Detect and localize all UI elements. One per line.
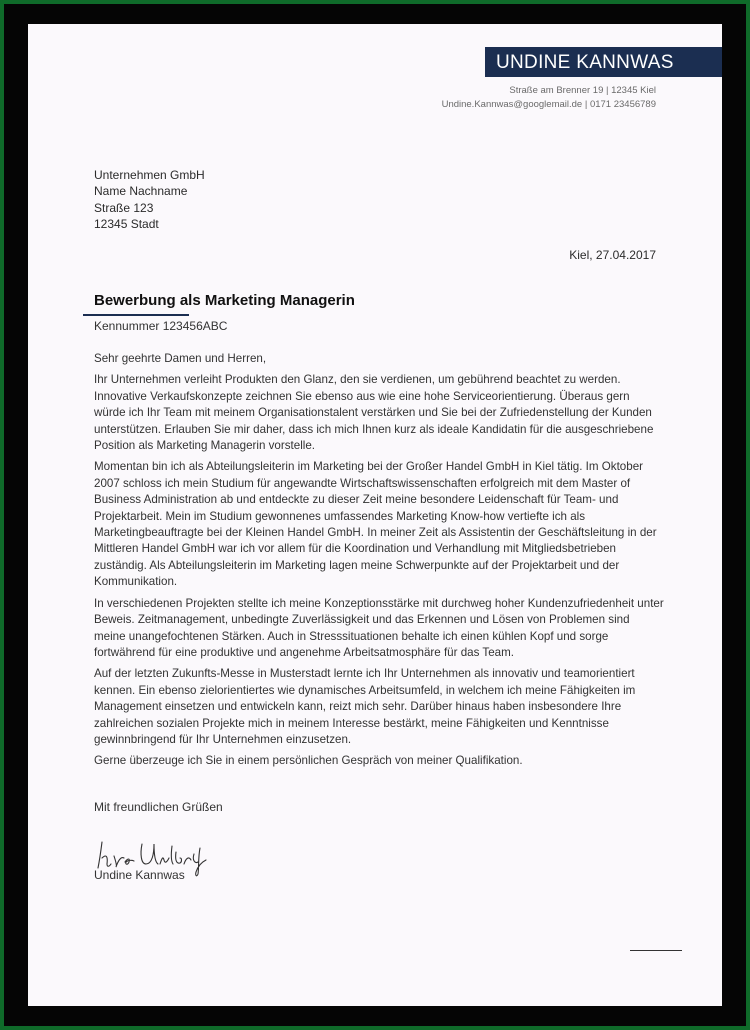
signer-name: Undine Kannwas [94,868,185,882]
recipient-company: Unternehmen GmbH [94,168,205,182]
applicant-name: UNDINE KANNWAS [496,52,674,73]
reference-number: Kennummer 123456ABC [94,319,228,333]
letter-subject: Bewerbung als Marketing Managerin [94,292,355,309]
closing: Mit freundlichen Grüßen [94,800,223,814]
contact-email-phone: Undine.Kannwas@googlemail.de | 0171 23456789 [441,99,656,110]
letter-body [94,351,664,775]
paragraph: Momentan bin ich als Abteilungsleiterin im Marketing bei der Großer Handel GmbH in Kiel tätig. Im Oktober 2007 schloss ich mein Studium für angewandte Wirtschaftswissenschaften erfolgreich mit dem Master of Business Administration ab und entdeckte zu dieser Zeit meine besondere Leidenschaft für Team- und Projektarbeit. Mein im Studium gewonnenes umfassendes Marketing Know-how vertiefte ich als Marketingbeauftragte bei der Kleinen Handel GmbH. In meiner Zeit als Assistentin der Geschäftsleitung in der Mittleren Handel GmbH war ich vor allem für die Koordination und Verhandlung mit Mitgliedsbetrieben zuständig. Als Abteilungsleiterin im Marketing lagen meine Schwerpunkte auf der Projektarbeit und der Kommunikation. [94,460,657,589]
paragraph: Gerne überzeuge ich Sie in einem persönlichen Gespräch von meiner Qualifikation. [94,754,523,768]
recipient-city: 12345 Stadt [94,217,159,231]
paragraph: Auf der letzten Zukunfts-Messe in Musterstadt lernte ich Ihr Unternehmen als innovativ und teamorientiert kennen. Ein ebenso zielorientiertes wie dynamisches Arbeitsumfeld, in welchem ich meine Fähigkeiten im Management einsetzen und entwickeln kann, reizt mich sehr. Darüber hinaus haben insbesondere Ihre zahlreichen sozialen Projekte mich in meinem Interesse bestärkt, meine Fähigkeiten und Kenntnisse gewinnbringend für Ihr Unternehmen einzusetzen. [94,667,636,746]
letter-date: Kiel, 27.04.2017 [569,248,656,262]
paragraph: Ihr Unternehmen verleiht Produkten den Glanz, den sie verdienen, um gebührend beachtet zu werden. Innovative Verkaufskonzepte zeichnen Sie ebenso aus wie eine hohe Serviceorientierung. Überaus gern würde ich Ihr Team mit meinem Organisationstalent verstärken und Sie bei der Zufriedenstellung der Kunden unterstützen. Erlauben Sie mir daher, dass ich mich Ihnen kurz als ideale Kandidatin für die ausgeschriebene Position als Marketing Managerin vorstelle. [94,373,654,453]
recipient-street: Straße 123 [94,201,154,215]
subject-underline [83,314,189,316]
paragraph: In verschiedenen Projekten stellte ich meine Konzeptionsstärke mit durchweg hoher Kundenzufriedenheit unter Beweis. Zeitmanagement, unbedingte Zuverlässigkeit und das Erkennen und Lösen von Problemen sind meine unangefochtenen Stärken. Auch in Stresssituationen behalte ich einen kühlen Kopf und sorge fortwährend für eine produktive und angenehme Arbeitsatmosphäre für das Team. [94,596,664,659]
letter-page [28,24,722,1006]
footer-rule [630,950,682,951]
salutation: Sehr geehrte Damen und Herren, [94,352,267,365]
name-banner [485,47,722,77]
recipient-person: Name Nachname [94,184,188,198]
contact-address: Straße am Brenner 19 | 12345 Kiel [509,85,656,96]
